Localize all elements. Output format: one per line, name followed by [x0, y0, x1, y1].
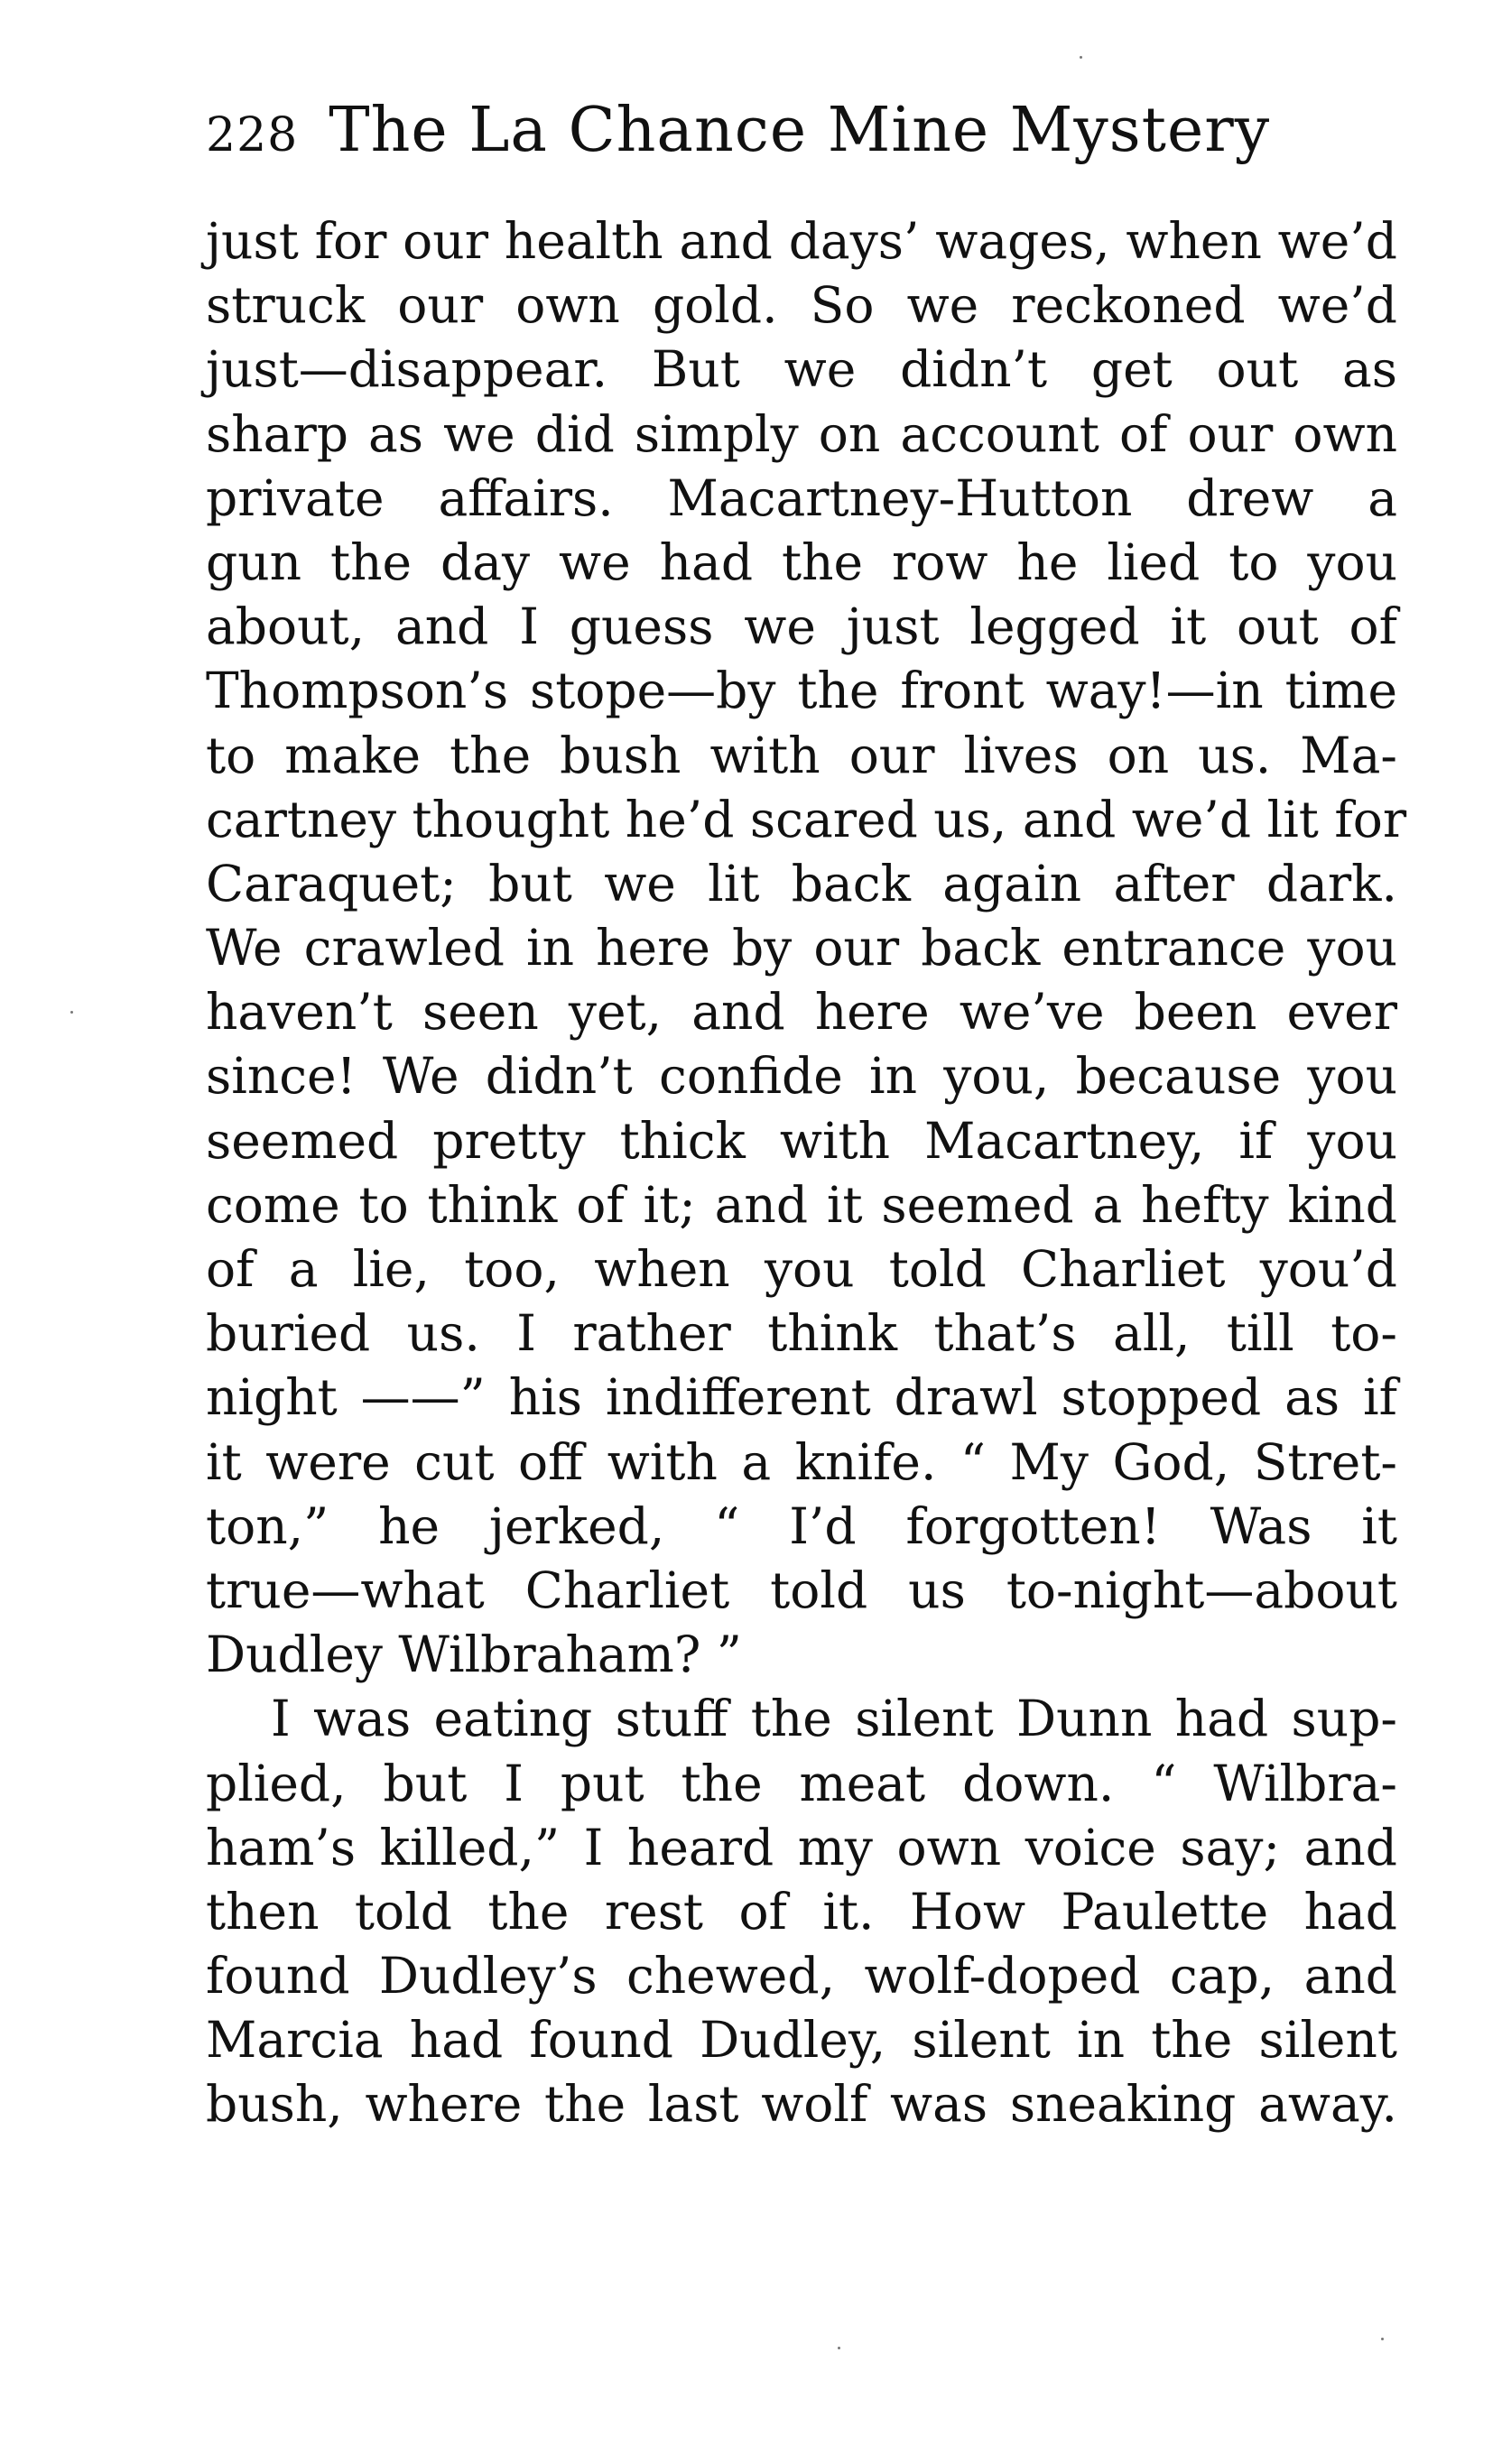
text-line: to make the bush with our lives on us. Ma-: [206, 726, 1397, 784]
text-line: cartney thought he’d scared us, and we’d lit for: [206, 790, 1407, 848]
text-line: buried us. I rather think that’s all, till to-: [206, 1304, 1397, 1363]
text-line: just for our health and days’ wages, when we’d: [206, 212, 1397, 270]
text-line: haven’t seen yet, and here we’ve been ever: [206, 983, 1397, 1042]
text-line: found Dudley’s chewed, wolf-doped cap, and: [206, 1947, 1397, 2005]
text-line: We crawled in here by our back entrance you: [206, 919, 1397, 977]
text-line: ham’s killed,” I heard my own voice say; and: [206, 1818, 1397, 1876]
text-line: Caraquet; but we lit back again after dark.: [206, 854, 1397, 912]
text-line: of a lie, too, when you told Charliet you’d: [206, 1240, 1397, 1298]
text-line: then told the rest of it. How Paulette had: [206, 1882, 1397, 1941]
text-line: Marcia had found Dudley, silent in the silent: [206, 2011, 1397, 2070]
text-line: bush, where the last wolf was sneaking away.: [206, 2075, 1397, 2134]
text-line: true—what Charliet told us to-night—about: [206, 1561, 1397, 1619]
paper-speck: [70, 1011, 73, 1014]
text-line: ton,” he jerked, “ I’d forgotten! Was it: [206, 1496, 1397, 1555]
text-line: plied, but I put the meat down. “ Wilbra-: [206, 1754, 1397, 1812]
text-line-paragraph-end: Dudley Wilbraham? ”: [206, 1626, 742, 1684]
text-line: come to think of it; and it seemed a hefty kind: [206, 1175, 1397, 1234]
page-number: 228: [206, 108, 299, 162]
paper-speck: [838, 2347, 840, 2349]
text-line: private affairs. Macartney-Hutton drew a: [206, 468, 1397, 527]
text-line: gun the day we had the row he lied to you: [206, 533, 1397, 591]
text-line: it were cut off with a knife. “ My God, Stret-: [206, 1432, 1397, 1491]
running-title: The La Chance Mine Mystery: [329, 95, 1271, 166]
text-line: about, and I guess we just legged it out of: [206, 597, 1397, 656]
text-line: just—disappear. But we didn’t get out as: [206, 340, 1397, 399]
paper-speck: [1381, 2338, 1384, 2340]
text-line: Thompson’s stope—by the front way!—in time: [206, 662, 1397, 720]
text-line: night ——” his indifferent drawl stopped as if: [206, 1368, 1397, 1427]
text-line: seemed pretty thick with Macartney, if you: [206, 1111, 1397, 1170]
text-line: struck our own gold. So we reckoned we’d: [206, 276, 1397, 335]
body-text: [206, 209, 1407, 2137]
text-line: since! We didn’t confide in you, because you: [206, 1047, 1397, 1106]
text-line-paragraph-start: I was eating stuff the silent Dunn had sup-: [271, 1690, 1397, 1748]
paper-speck: [1080, 56, 1082, 59]
running-header: [206, 95, 1379, 176]
text-line: sharp as we did simply on account of our own: [206, 404, 1397, 463]
